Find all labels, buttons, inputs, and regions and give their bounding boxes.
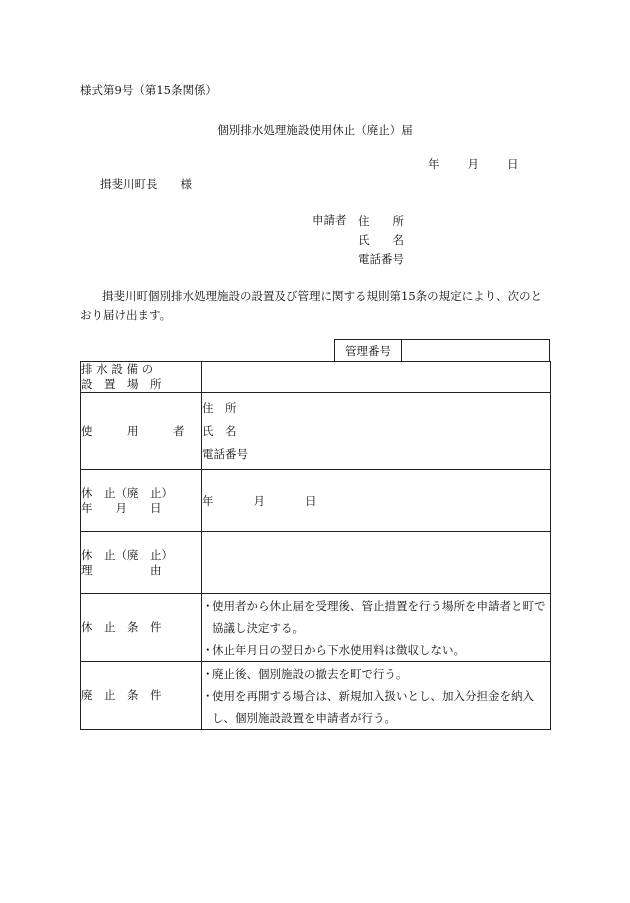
row-abolition-conditions bbox=[81, 662, 551, 730]
addressee: 揖斐川町長 様 bbox=[100, 177, 192, 191]
row-reason bbox=[81, 532, 551, 594]
suspension-date-label-line1: 休 止（廃 止） bbox=[81, 485, 173, 500]
suspension-conditions-text bbox=[202, 594, 551, 662]
suspension-day: 日 bbox=[305, 493, 317, 508]
applicant-name-label: 氏 名 bbox=[358, 233, 404, 247]
management-number-label: 管理番号 bbox=[335, 340, 402, 362]
user-address-label: 住 所 bbox=[202, 400, 237, 415]
management-number-field[interactable] bbox=[402, 340, 550, 362]
row-suspension-conditions bbox=[81, 594, 551, 662]
applicant-label: 申請者 bbox=[312, 213, 347, 227]
suspension-month: 月 bbox=[253, 493, 265, 508]
date-year: 年 bbox=[428, 157, 440, 171]
date-day: 日 bbox=[507, 157, 519, 171]
application-table bbox=[80, 361, 551, 730]
row-user bbox=[81, 393, 551, 470]
reason-label-line1: 休 止（廃 止） bbox=[81, 547, 173, 562]
management-number-table bbox=[334, 339, 550, 362]
suspension-date-field[interactable] bbox=[202, 470, 551, 532]
body-text: 揖斐川町個別排水処理施設の設置及び管理に関する規則第15条の規定により、次のとおり届け出ます。 bbox=[80, 289, 543, 322]
row-suspension-date bbox=[81, 470, 551, 532]
reason-label-line2: 理 由 bbox=[81, 562, 162, 577]
applicant-phone-label: 電話番号 bbox=[358, 252, 404, 266]
date-month: 月 bbox=[467, 157, 479, 171]
suspension-conditions-label: 休 止 条 件 bbox=[81, 594, 202, 662]
form-number: 様式第9号（第15条関係） bbox=[80, 83, 217, 97]
list-item: ・ 休止年月日の翌日から下水使用料は徴収しない。 bbox=[202, 642, 465, 657]
location-label-line2: 設 置 場 所 bbox=[81, 377, 162, 391]
applicant-address-label: 住 所 bbox=[358, 214, 404, 228]
submission-date bbox=[428, 156, 519, 172]
reason-field[interactable] bbox=[202, 532, 551, 594]
abolition-conditions-text bbox=[202, 662, 551, 730]
abolition-conditions-label: 廃 止 条 件 bbox=[81, 662, 202, 730]
location-label-line1: 排 水 設 備 の bbox=[81, 362, 154, 376]
user-phone-label: 電話番号 bbox=[202, 446, 248, 461]
user-name-label: 氏 名 bbox=[202, 423, 237, 438]
suspension-date-label bbox=[81, 470, 202, 532]
suspension-date-label-line2: 年 月 日 bbox=[81, 500, 162, 515]
row-location bbox=[81, 362, 551, 393]
list-item: ・ 使用者から休止届を受理後、管止措置を行う場所を申請者と町で協議し決定する。 bbox=[202, 598, 546, 635]
list-item: ・ 廃止後、個別施設の撤去を町で行う。 bbox=[202, 666, 408, 681]
user-field[interactable] bbox=[202, 393, 551, 470]
suspension-year: 年 bbox=[202, 493, 214, 508]
list-item: ・ 使用を再開する場合は、新規加入扱いとし、加入分担金を納入し、個別施設設置を申請者が行う。 bbox=[202, 688, 534, 725]
applicant-fields bbox=[358, 212, 404, 269]
reason-label bbox=[81, 532, 202, 594]
location-field[interactable] bbox=[202, 362, 551, 393]
user-label: 使 用 者 bbox=[81, 393, 202, 470]
document-title: 個別排水処理施設使用休止（廃止）届 bbox=[217, 123, 413, 137]
location-label bbox=[81, 362, 202, 393]
